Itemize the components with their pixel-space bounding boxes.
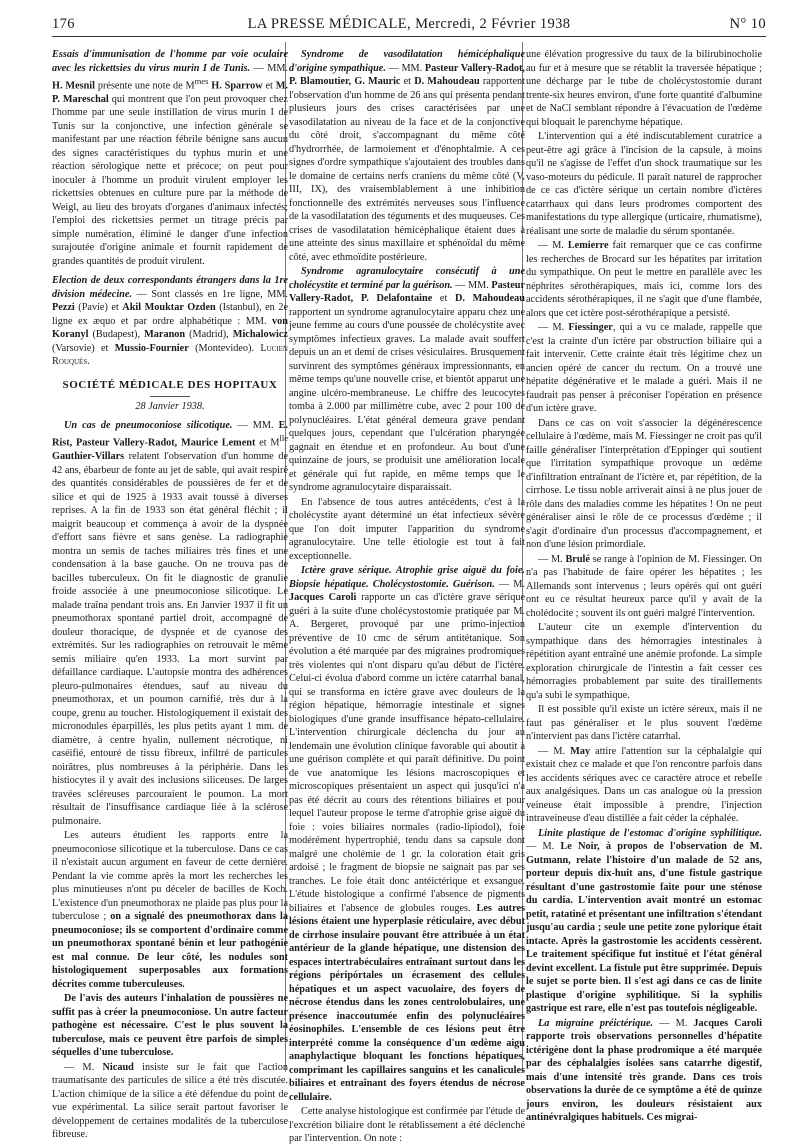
- issue-number: N° 10: [729, 16, 766, 32]
- article-heading: Ictère grave sérique. Atrophie grise aiguë du foie. Biopsie hépatique. Cholécystostomie. Guérison.: [289, 565, 525, 590]
- author: Le Noir: [560, 841, 598, 852]
- article-vasodilatation: Syndrome de vasodilatation hémicéphalique d'origine sympathique. — MM. Pasteur Vallery-Radot, P. Blamoutier, G. Mauric et D. Mahoudeau rapportent l'observation d'un homme de 26 ans qui présenta pendant plusieurs jours des crises caractérisées par une vasodilatation au niveau de la face et de la conjonctive du côté droit, s'accompagnant du même côté d'hydrorrhée, de larmoiement et d'énophtalmie. A ces signes d'ordre sympathique s'ajoutaient des troubles dans le domaine de certains nerfs craniens du même côté (V, III, IX), des vraisemblablement à une inhibition fonctionnelle des extrémités nerveuses sous l'influence de la vasodilatation des téguments et des muqueuses. Ces crises de vasodilatation hémicéphalique étaient dues à une atteinte des sinus maxillaire et sphénoïdal du même côté, avec ethmoïdite postérieure.: [289, 49, 525, 263]
- journal-title: LA PRESSE MÉDICALE, Mercredi, 2 Février 1938: [247, 16, 571, 32]
- paragraph: — M. Fiessinger, qui a vu ce malade, rappelle que c'est la crainte d'un ictère par obstruction biliaire qui a fait intervenir. Cette crainte était très légitime chez un ancien opéré de cancer du rectum. On a trouvé une hépatite dégénérative et le malade a guéri. Mais il ne faudrait pas penser à préconiser l'opération en présence d'un ictère grave.: [526, 322, 762, 414]
- paragraph: Cette analyse histologique est confirmée par l'étude de l'excrétion biliaire dont le rétablissement a été déclenché par l'intervention. On note :: [289, 1106, 525, 1144]
- column-right: [526, 48, 763, 1123]
- article-pneumoconiose: Un cas de pneumoconiose silicotique. — MM. E. Rist, Pasteur Vallery-Radot, Maurice Lement et $M^{lle}$ Gauthier-Villars relatent l'observation d'un homme de 42 ans, ébarbeur de fonte au jet de sable, qui avait respiré des quantités considérables de poussières de fer et de silice et qui de 1925 à 1933 avait toussé à diverses reprises. A la fin de 1933 son état général fléchit ; il maigrit beaucoup et commença à avoir de la dyspnée d'effort sans fièvre et sans genèse. La radiographie montra un semis de taches miliaires très fines et une condensation à la base gauche. On ne trouva pas de bacilles tuberculeux. On fit le diagnostic de granulie froide associée à une pneumoconiose silicotique. Le malade traîna pendant trois ans. En Janvier 1937 il fit un pneumothorax spontané partiel droit, accompagné de douleur thoracique, de dyspnée et de cyanose des extrémités. Sur les radiographies on retrouvait le même semis miliaire qu'en 1933. La mort survint par défaillance cardiaque. L'autopsie montra des adhérences pleuro-pulmonaires étendues, sauf au niveau du pneumothorax, et un poumon carnifié, très dur à la coupe, grenu au toucher. Histologiquement il existait des micronodules éparpillés, les plus petits ayant 1 mm. de diamètre, à centre hyalin, nullement nécrotique, ni caséifié, entouré de tissu fibreux, infiltré de particules noirâtres, plus nombreuses à la périphérie. Dans les histiocytes il y avait des inclusions siliceuses. De larges travées scléreuses parcouraient le poumon. La mort résultait de l'insuffisance cardiaque liée à la sclérose pulmonaire.: [52, 419, 289, 827]
- page-header: [52, 14, 766, 36]
- author: Fiessinger: [568, 322, 613, 333]
- header-rule: [52, 36, 766, 37]
- author: H. Sparrow: [208, 80, 263, 92]
- author: M. P. Mareschal: [52, 80, 288, 105]
- paragraph: — M. Nicaud insiste sur le fait que l'action traumatisante des particules de silice a été très discutée. L'action chimique de la silice a été défendue du point de vue expérimental. La silice serait partout favoriser le développement de certaines modalités de la tuberculose fibreuse.: [52, 1061, 288, 1141]
- paragraph: — M. Lemierre fait remarquer que ce cas confirme les recherches de Brocard sur les hépatites par irritation du sympathique. On peut le mettre en parallèle avec les néphrites sérothérapiques, mais ici, comme lors des accidents sérothérapiques, il ne s'agit que d'une flambée, alors que cet ictère post-sérothérapique a persisté.: [526, 240, 762, 319]
- signature: Lucien Rouquès.: [52, 342, 288, 368]
- author: Gauthier-Villars: [52, 451, 125, 463]
- article-heading: La migraine préictérique.: [538, 1017, 654, 1029]
- article-migraine-preicterique: La migraine préictérique. — M. Jacques Caroli rapporte trois observations personnelles d'hépatite ictérigène dont la phase prodromique a été marquée par des céphalalgies isolées sans catarrhe digestif, mais d'une intensité très grande. Dans ces trois observations la durée de ce symptôme a été de quinze jours environ, les douleurs résistaient aux antinévralgiques habituels. Ces migrai-: [526, 1017, 762, 1123]
- paragraph: De l'avis des auteurs l'inhalation de poussières ne suffit pas à créer la pneumoconiose. Un autre facteur pathogène est nécessaire. C'est le plus souvent la tuberculose, mais ce peuvent être parfois de simples séquelles d'une tuberculose.: [52, 993, 288, 1059]
- paragraph: Dans ce cas on voit s'associer la dégénérescence cellulaire à l'œdème, mais M. Fiessinger ne croit pas qu'il faille généraliser l'interprétation d'Eppinger qui soutient que l'irritation sympathique provoque un œdème d'infiltration entraînant de l'ictère et, par répétition, de la cirrhose. Le tissu noble arriverait ainsi à ne plus jouer de rôle dans des maladies comme les hépatites ! On ne peut généraliser ainsi le rôle de ce processus d'œdème ; il s'agit d'ordinaire d'un processus d'accompagnement, et non d'une lésion primordiale.: [526, 417, 762, 550]
- author: Pasteur Vallery-Radot, P. Blamoutier, G. Mauric: [289, 62, 525, 87]
- article-linite-plastique: Linite plastique de l'estomac d'origine syphilitique. — M. Le Noir, à propos de l'observation de M. Gutmann, relate l'histoire d'un malade de 52 ans, porteur depuis dix-huit ans, d'une fistule gastrique résultant d'une gastrostomie faite pour une sténose du cardia. L'intervention avait montré un estomac petit, ratatiné et présentant une infiltration s'étendant jusqu'au cardia ; seule une petite zone pylorique était intacte. Après la gastrostomie les accidents cessèrent. Le traitement spécifique fut institué et l'état général devint excellent. La fistule put être supprimée. Depuis le sujet se porte bien. Il s'est agi dans ce cas de linite plastique d'origine syphilitique. Si la syphilis gastrique est rare, elle n'est pas toutefois négligeable.: [526, 827, 763, 1014]
- author: Nicaud: [102, 1061, 134, 1073]
- page-number: 176: [52, 16, 75, 32]
- column-middle: [289, 48, 526, 1144]
- paragraph: L'intervention qui a été indiscutablement curatrice a peut-être agi grâce à l'incision de la capsule, à moins qu'il ne s'agisse de l'effet d'un shock traumatique sur les vaso-moteurs du pédicule. Il paraît naturel de rapprocher de ce cas d'ictère sérique un certain nombre d'ictères catarrhaux qui dans leurs prodromes comportent des manifestations du type allergique (urticaire, rhumatisme), réalisant une sorte de maladie du sérum spontanée.: [526, 131, 762, 237]
- column-left: [52, 48, 289, 1141]
- paragraph: — M. Brulé se range à l'opinion de M. Fiessinger. On n'a pas l'habitude de faire opérer les hépatites ; les Allemands sont intervenus ; leurs opérés qui ont guéri ont eu ce résultat heureux parce qu'il y avait de la cholédocite ; souvent ils ont guéri malgré l'intervention.: [526, 553, 762, 619]
- article-heading: Syndrome de vasodilatation hémicéphalique d'origine sympathique.: [289, 49, 525, 74]
- author: Brulé: [565, 553, 590, 565]
- article-heading: Election de deux correspondants étrangers dans la 1re division médecine.: [52, 275, 288, 300]
- article-heading: Essais d'immunisation de l'homme par voie oculaire avec les rickettsies du virus murin I de Tunis.: [52, 49, 288, 74]
- article-heading: Un cas de pneumoconiose silicotique.: [64, 419, 233, 431]
- author: D. Mahoudeau: [414, 76, 480, 87]
- author: Lemierre: [567, 240, 609, 251]
- author: Jacques Caroli: [693, 1017, 762, 1029]
- paragraph: Les auteurs étudient les rapports entre la pneumoconiose silicotique et la tuberculose. Dans ce cas il n'existait aucun argument en faveur de cette dernière. Pendant la vie comme après la mort les recherches les plus minutieuses n'ont pu déceler de bacilles de Koch. L'existence d'un pneumothorax ne plaide pas plus pour la tuberculose ; on a signalé des pneumothorax dans la pneumoconiose; ils se comportent d'ordinaire comme un pneumothorax spontané bénin et leur pathogénie est mal connue. De leur côté, les nodules sont histologiquement superposables aux formations décrites comme tuberculeuses.: [52, 830, 288, 990]
- section-date: 28 Janvier 1938.: [135, 401, 205, 413]
- paragraph: En l'absence de tous autres antécédents, c'est à la cholécystite ayant déterminé un état infectieux sévère que l'on doit imputer l'apparition du syndrome agranulocytaire. Une telle étiologie est tout à fait exceptionnelle.: [289, 496, 525, 562]
- author: E. Rist, Pasteur Vallery-Radot, Maurice Lement: [52, 419, 289, 449]
- article-heading: Syndrome agranulocytaire consécutif à une cholécystite et terminé par la guérison.: [289, 266, 525, 291]
- author: H. Mesnil: [52, 80, 95, 92]
- article-heading: Linite plastique de l'estomac d'origine syphilitique.: [538, 827, 762, 839]
- article-election: Election de deux correspondants étrangers dans la 1re division médecine. — Sont classés en 1re ligne, MM. Pezzi (Pavie) et Akil Mouktar Ozden (Istanbul), en 2e ligne ex æquo et par ordre alphabétique : MM. von Koranyl (Budapest), Maranon (Madrid), Michalowicz (Varsovie) et Mussio-Fournier (Montevideo). Lucien Rouquès.: [52, 275, 288, 368]
- author: Pasteur Vallery-Radot, P. Delafontaine: [289, 279, 525, 304]
- author: May: [570, 745, 591, 757]
- author: D. Mahoudeau: [454, 293, 525, 304]
- article-ictere-grave: Ictère grave sérique. Atrophie grise aiguë du foie. Biopsie hépatique. Cholécystostomie. Guérison. — M. Jacques Caroli rapporte un cas d'ictère grave sérique guéri à la suite d'une cholécystostomie pratiquée par M. A. Bergeret, provoqué par une primo-injection préventive de 10 cmc de sérum antitétanique. Son évolution a été marquée par des migraines prodromiques très violentes qui n'ont disparu qu'au début de l'ictère. Celui-ci évolua d'abord comme un ictère catarrhal banal, qui se transforma en ictère grave avec douleurs de la région hépatique, hémorragie intestinale et signes biologiques d'une grande insuffisance hépato-cellulaire. L'intervention chirurgicale déclencha du jour au lendemain une évolution clinique favorable qui aboutit à une guérison complète et qui paraît définitive. Du point de vue anatomique les lésions macroscopiques et microscopiques présentaient un aspect qui jusqu'ici n'a pas été décrit au cours des rétentions biliaires et pour lequel l'auteur propose le terme d'atrophie grise aiguë du foie : voies biliaires normales (radio-lipiodol), foie modérément hypertrophié, tendu dans sa capsule dont malgré une cholémie de 1 gr. la coloration était gris ardoisé ; le fragment de biopsie ne saignait pas par ses tranches. Le foie était donc antéictérique et exsangue. L'étude histologique a confirmé l'absence de pigments biliaires et l'absence de globules rouges. Les autres lésions étaient une hyperplasie réticulaire, avec début de cirrhose insulaire pouvant être attribuée à un état antérieur de la glande hépatique, une distension des espaces intertrabéculaires entraînant surtout dans les régions péripórtales un écrasement des cellules hépatiques et un aspect vacuolaire, des foyers de nécrose étendus dans les zones centrolobulaires, une présence inaccoutumée enfin des polynucléaires éosinophiles. L'ensemble de ces lésions peut être interprété comme la conséquence d'un œdème aigu anaphylactique bloquant les fonctions hépatiques, comprimant les capillaires sanguins et les canalicules biliaires et entraînant des foyers étendus de nécrose cellulaire.: [289, 565, 526, 1103]
- section-title: SOCIÉTÉ MÉDICALE DES HOPITAUX: [52, 379, 288, 398]
- paragraph: — M. May attire l'attention sur la céphalalgie qui existait chez ce malade et que l'on rencontre parfois dans les accidents sériques avec ce caractère atroce et rebelle aux analgésiques. Dans un cas analogue où la pression veineuse était impossible à prendre, l'injection intraveineuse d'eau distillée a fait céder la céphalée.: [526, 745, 762, 824]
- paragraph: une élévation progressive du taux de la bilirubinocholie au fur et à mesure que se rétablit la traversée hépatique ; une décharge par le tube de cholécystostomie durant trente-six heures environ, d'une forte quantité d'albumine et de NaCl semblant répondre à l'évacuation de l'œdème qui bloquait le parenchyme hépatique.: [526, 49, 762, 128]
- article-agranulocytaire: Syndrome agranulocytaire consécutif à une cholécystite et terminé par la guérison. — MM. Pasteur Vallery-Radot, P. Delafontaine et D. Mahoudeau rapportent un syndrome agranulocytaire apparu chez une jeune femme au cours d'une poussée de cholécystite avec symptômes infectieux graves. La malade avait souffert depuis un an et demi de crises vésiculaires. Brusquement survinrent des symptômes généraux impressionnants, en même temps qu'une nouvelle crise, et bientôt apparut une angine ulcéro-membraneuse. Le chiffre des leucocytes tomba à 2.000 par millimètre cube, avec 2 pour 100 de polynucléaires. L'état général demeura grave pendant quelques jours, cependant que l'ulcération pharyngée gagnait en étendue et en profondeur. Au bout d'une quinzaine de jours, se produisit une amélioration locale et générale qui fut rapide, en même temps que le syndrome agranulocytaire disparaissait.: [289, 266, 525, 493]
- article-immunisation: Essais d'immunisation de l'homme par voie oculaire avec les rickettsies du virus murin I de Tunis. — MM. H. Mesnil présente une note de $M^{mes}$ H. Sparrow et M. P. Mareschal qui montrent que l'on peut provoquer chez l'homme par une seule instillation de virus murin I de Tunis sur la conjonctive, une infection générale se manifestant par une réaction fébrile bénigne sans aucun des signes caractéristiques du typhus murin et une réaction sérologique nette et précoce; on peut pour inoculer à l'homme un produit virulent employer les rickettsies obtenues en culture pure par la méthode de Weigl, au lieu des broyats d'organes d'animaux infectés; l'emploi des rickettsies permet un titrage précis par simple numération, éliminé le danger d'une infection surajoutée d'origine animale et fournit rapidement de grandes quantités de produit virulent.: [52, 49, 288, 267]
- author: Jacques Caroli: [289, 592, 357, 603]
- paragraph: L'auteur cite un exemple d'intervention du sympathique dans des hémorragies intestinales à répétition ayant entraîné une anémie profonde. La simple exploration chirurgicale de l'intestin a fait cesser ces hémorragies probablement par suite des tiraillements qu'a subi le sympathique.: [526, 622, 762, 701]
- paragraph: Il est possible qu'il existe un ictère séreux, mais il ne faut pas généraliser et le plus souvent l'œdème n'intervient pas dans l'ictère catarrhal.: [526, 704, 762, 742]
